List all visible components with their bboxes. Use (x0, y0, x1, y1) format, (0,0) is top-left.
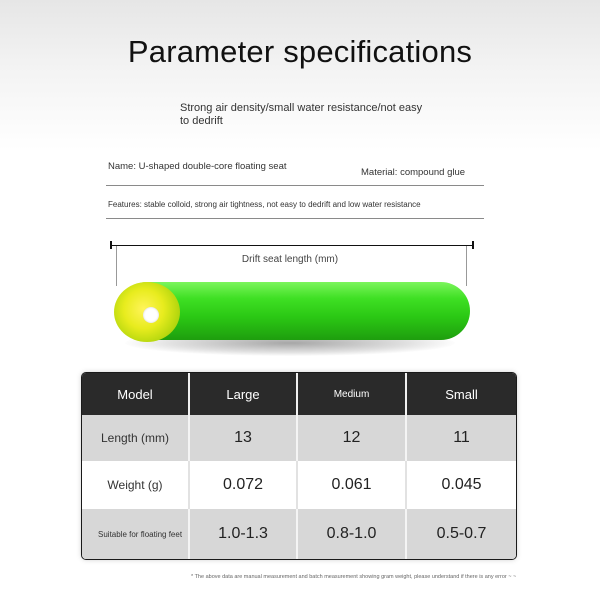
table-header-row (82, 373, 516, 415)
table-row (82, 461, 516, 509)
divider (106, 185, 484, 186)
dimension-label: Drift seat length (mm) (241, 254, 339, 265)
row-label-floating-feet: Suitable for floating feet (82, 509, 190, 559)
dimension-cap-right (472, 241, 474, 249)
cell-feet-medium: 0.8-1.0 (298, 509, 407, 559)
dimension-guide-left (116, 246, 117, 286)
cell-feet-large: 1.0-1.3 (190, 509, 298, 559)
table-header-medium: Medium (298, 373, 407, 415)
subtitle: Strong air density/small water resistance/not easy to dedrift (180, 102, 423, 127)
dimension-guide-right (466, 246, 467, 286)
footnote: * The above data are manual measurement and batch measurement showing gram weight, please understand if there is any error ~ ~ (191, 574, 517, 580)
row-label-weight: Weight (g) (82, 461, 190, 509)
spec-name: Name: U-shaped double-core floating seat (108, 161, 287, 172)
table-header-large: Large (190, 373, 298, 415)
cell-weight-small: 0.045 (441, 476, 482, 493)
cell-feet-small: 0.5-0.7 (436, 525, 487, 542)
cell-length-medium: 12 (298, 415, 407, 461)
cell-weight-large: 0.072 (190, 461, 298, 509)
table-header-small: Small (445, 386, 478, 402)
table-row (82, 415, 516, 461)
spec-table (82, 373, 516, 559)
spec-material: Material: compound glue (361, 167, 466, 178)
cell-length-large: 13 (190, 415, 298, 461)
row-label-length: Length (mm) (82, 415, 190, 461)
cell-weight-medium: 0.061 (298, 461, 407, 509)
divider (106, 218, 484, 219)
spec-features: Features: stable colloid, strong air tightness, not easy to dedrift and low water resistance (108, 200, 421, 209)
dimension-line (111, 245, 474, 246)
cell-length-small: 11 (453, 429, 470, 446)
dimension-cap-left (110, 241, 112, 249)
float-seat-hole (143, 307, 159, 323)
page-title: Parameter specifications (127, 34, 473, 69)
table-row (82, 509, 516, 559)
table-header-model: Model (82, 373, 190, 415)
